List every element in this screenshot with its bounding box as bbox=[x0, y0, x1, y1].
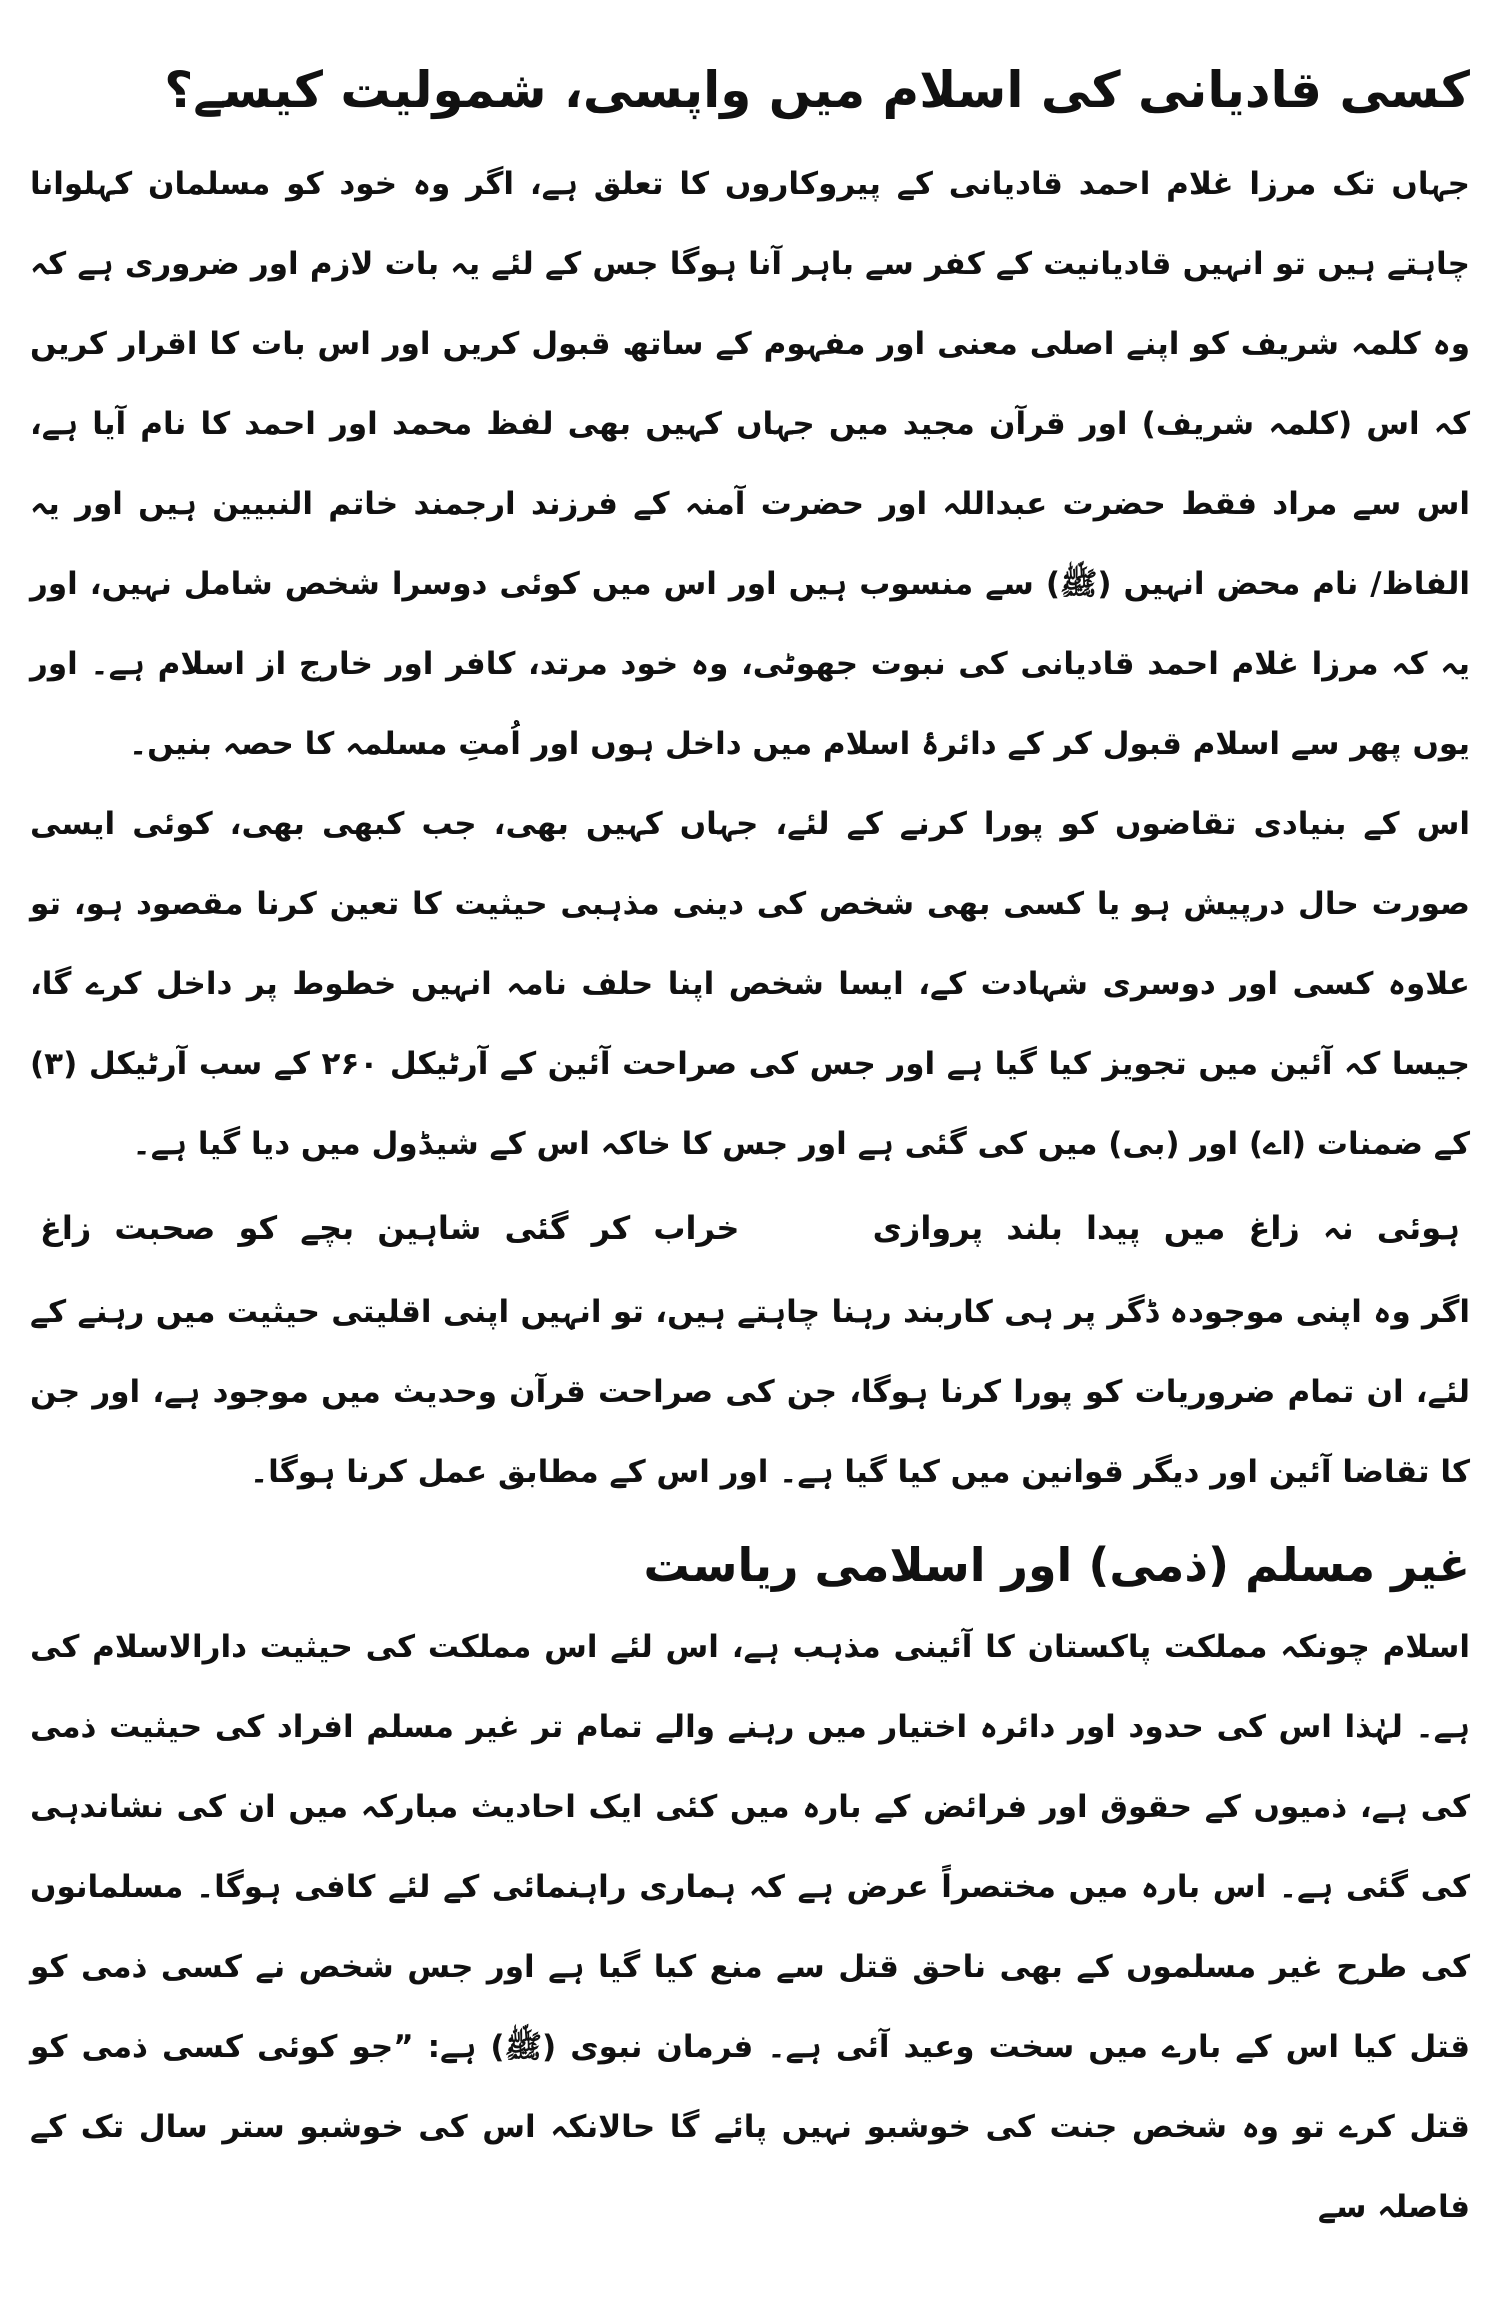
verse-first-line: ہوئی نہ زاغ میں پیدا بلند پروازی bbox=[872, 1209, 1460, 1247]
paragraph-3: اگر وہ اپنی موجودہ ڈگر پر ہی کاربند رہنا چاہتے ہیں، تو انہیں اپنی اقلیتی حیثیت میں رہنے کے لئے، ان تمام ضروریات کو پورا کرنا ہوگا، جن کی صراحت قرآن وحدیث میں موجود ہے، اور جن کا تقاضا آئین اور دیگر قوانین میں کیا گیا ہے۔ اور اس کے مطابق عمل کرنا ہوگا۔ bbox=[30, 1294, 1470, 1490]
paragraph-1: جہاں تک مرزا غلام احمد قادیانی کے پیروکاروں کا تعلق ہے، اگر وہ خود کو مسلمان کہلوانا چاہتے ہیں تو انہیں قادیانیت کے کفر سے باہر آنا ہوگا جس کے لئے یہ بات لازم اور ضروری ہے کہ وہ کلمہ شریف کو اپنے اصلی معنی اور مفہوم کے ساتھ قبول کریں اور اس بات کا اقرار کریں کہ اس (کلمہ شریف) اور قرآن مجید میں جہاں کہیں بھی لفظ محمد اور احمد کا نام آیا ہے، اس سے مراد فقط حضرت عبداللہ اور حضرت آمنہ کے فرزند ارجمند خاتم النبیین ہیں اور یہ الفاظ/ نام محض انہیں (ﷺ) سے منسوب ہیں اور اس میں کوئی دوسرا شخص شامل نہیں، اور یہ کہ مرزا غلام احمد قادیانی کی نبوت جھوٹی، وہ خود مرتد، کافر اور خارج از اسلام ہے۔ اور یوں پھر سے اسلام قبول کر کے دائرۂ اسلام میں داخل ہوں اور اُمتِ مسلمہ کا حصہ بنیں۔ bbox=[30, 166, 1470, 762]
document-page bbox=[30, 60, 1470, 2247]
page-title: کسی قادیانی کی اسلام میں واپسی، شمولیت کیسے؟ bbox=[164, 61, 1470, 119]
paragraph-2: اس کے بنیادی تقاضوں کو پورا کرنے کے لئے، جہاں کہیں بھی، جب کبھی بھی، کوئی ایسی صورت حال درپیش ہو یا کسی بھی شخص کی دینی مذہبی حیثیت کا تعین کرنا مقصود ہو، تو علاوہ کسی اور دوسری شہادت کے، ایسا شخص اپنا حلف نامہ انہیں خطوط پر داخل کرے گا، جیسا کہ آئین میں تجویز کیا گیا ہے اور جس کی صراحت آئین کے آرٹیکل ۲۶۰ کے سب آرٹیکل (۳) کے ضمنات (اے) اور (بی) میں کی گئی ہے اور جس کا خاکہ اس کے شیڈول میں دیا گیا ہے۔ bbox=[30, 806, 1470, 1162]
paragraph-4: اسلام چونکہ مملکت پاکستان کا آئینی مذہب ہے، اس لئے اس مملکت کی حیثیت دارالاسلام کی ہے۔ لہٰذا اس کی حدود اور دائرہ اختیار میں رہنے والے تمام تر غیر مسلم افراد کی حیثیت ذمی کی ہے، ذمیوں کے حقوق اور فرائض کے بارہ میں کئی ایک احادیث مبارکہ میں ان کی نشاندہی کی گئی ہے۔ اس بارہ میں مختصراً عرض ہے کہ ہماری راہنمائی کے لئے کافی ہوگا۔ مسلمانوں کی طرح غیر مسلموں کے بھی ناحق قتل سے منع کیا گیا ہے اور جس شخص نے کسی ذمی کو قتل کیا اس کے بارے میں سخت وعید آئی ہے۔ فرمان نبوی (ﷺ) ہے: ”جو کوئی کسی ذمی کو قتل کرے تو وہ شخص جنت کی خوشبو نہیں پائے گا حالانکہ اس کی خوشبو ستر سال تک کے فاصلہ سے bbox=[30, 1629, 1470, 2226]
section-heading: غیر مسلم (ذمی) اور اسلامی ریاست bbox=[643, 1538, 1470, 1592]
verse-second-line: خراب کر گئی شاہین بچے کو صحبت زاغ bbox=[40, 1209, 740, 1247]
poetry-couplet bbox=[30, 1188, 1470, 1268]
